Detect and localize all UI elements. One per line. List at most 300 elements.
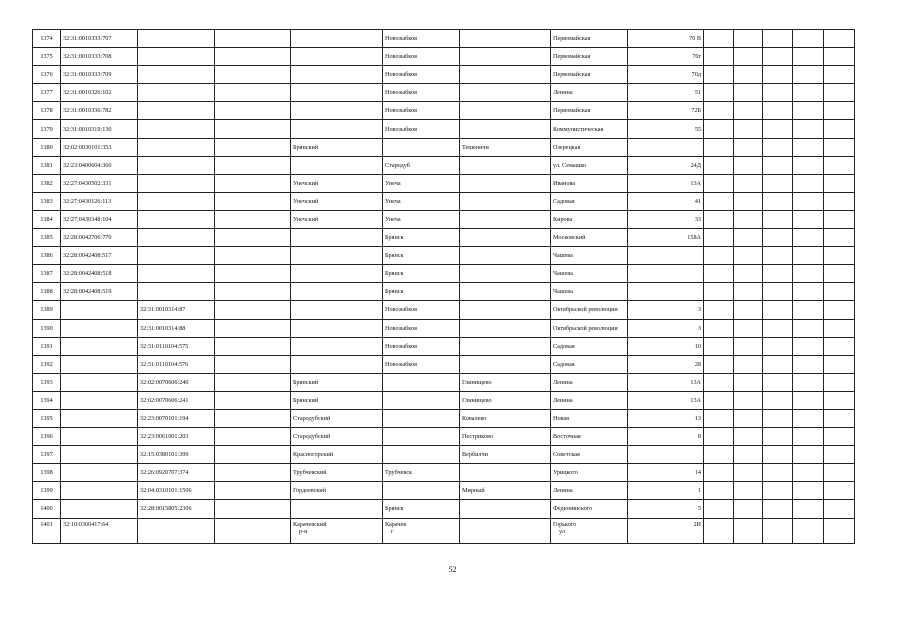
extra-cell-1 xyxy=(704,301,734,319)
extra-cell-3 xyxy=(763,66,793,84)
cadastral-number-cell xyxy=(61,210,138,228)
street-cell xyxy=(551,120,628,138)
extra-cell-4 xyxy=(793,156,824,174)
empty-cell xyxy=(215,247,291,265)
extra-cell-2 xyxy=(734,138,763,156)
city-text: Новозыбков xyxy=(385,35,417,43)
city-text: Брянск xyxy=(385,252,404,260)
house-cell xyxy=(628,156,704,174)
district-text: Унечский xyxy=(293,215,319,223)
row-number-cell xyxy=(33,247,61,265)
extra-cell-4 xyxy=(793,48,824,66)
empty-cell xyxy=(215,518,291,543)
settlement-cell xyxy=(460,138,551,156)
street-text: Октябрьской революции xyxy=(553,324,618,332)
table-row xyxy=(33,301,855,319)
cadastral-number-cell xyxy=(61,174,138,192)
street-text: Ленина xyxy=(553,487,573,495)
table-row xyxy=(33,120,855,138)
row-number-cell xyxy=(33,409,61,427)
house-text: 70г xyxy=(692,53,701,61)
table-row xyxy=(33,482,855,500)
extra-cell-2 xyxy=(734,156,763,174)
table-row xyxy=(33,391,855,409)
extra-cell-5 xyxy=(824,319,855,337)
settlement-cell xyxy=(460,102,551,120)
district-cell xyxy=(291,174,383,192)
cadastral-number-alt-cell xyxy=(138,48,215,66)
extra-cell-5 xyxy=(824,247,855,265)
city-cell xyxy=(383,265,460,283)
table-row xyxy=(33,156,855,174)
street-cell xyxy=(551,301,628,319)
extra-cell-4 xyxy=(793,229,824,247)
street-text: Советская xyxy=(553,451,580,459)
row-number-cell xyxy=(33,120,61,138)
city-cell xyxy=(383,102,460,120)
house-text: 13А xyxy=(690,378,701,386)
house-text: 33 xyxy=(694,215,701,223)
row-number-text: 1394 xyxy=(40,396,53,404)
street-text: Федюнинского xyxy=(553,505,593,513)
extra-cell-1 xyxy=(704,283,734,301)
house-text: 5 xyxy=(697,505,701,513)
cadastral-number-text: 32:28:0042408:519 xyxy=(63,288,112,296)
extra-cell-1 xyxy=(704,102,734,120)
street-text: Кирова xyxy=(553,215,573,223)
cadastral-number-cell xyxy=(61,319,138,337)
district-text: Унечский xyxy=(293,197,319,205)
row-number-text: 1382 xyxy=(40,179,53,187)
empty-cell xyxy=(215,373,291,391)
table-row xyxy=(33,283,855,301)
extra-cell-3 xyxy=(763,482,793,500)
city-text: Карачев xyxy=(385,520,407,528)
settlement-text: Глинищево xyxy=(462,378,492,386)
cadastral-number-alt-text: 32:02:0070606:240 xyxy=(140,378,189,386)
district-cell xyxy=(291,319,383,337)
extra-cell-5 xyxy=(824,120,855,138)
extra-cell-2 xyxy=(734,464,763,482)
house-text: 3 xyxy=(697,324,701,332)
empty-cell xyxy=(215,446,291,464)
street-cell xyxy=(551,192,628,210)
row-number-text: 1384 xyxy=(40,215,53,223)
row-number-text: 1399 xyxy=(40,487,53,495)
extra-cell-3 xyxy=(763,247,793,265)
cadastral-number-cell xyxy=(61,192,138,210)
house-cell xyxy=(628,174,704,192)
extra-cell-1 xyxy=(704,120,734,138)
row-number-cell xyxy=(33,500,61,518)
table-row xyxy=(33,247,855,265)
empty-cell xyxy=(215,355,291,373)
street-cell xyxy=(551,482,628,500)
house-cell xyxy=(628,319,704,337)
district-cell xyxy=(291,247,383,265)
house-text: 3 xyxy=(697,306,701,314)
house-cell xyxy=(628,138,704,156)
street-text: Ленина xyxy=(553,396,573,404)
district-cell xyxy=(291,192,383,210)
house-cell xyxy=(628,428,704,446)
city-text: Унеча xyxy=(385,197,401,205)
extra-cell-1 xyxy=(704,192,734,210)
district-text: Брянский xyxy=(293,143,319,151)
settlement-cell xyxy=(460,229,551,247)
extra-cell-1 xyxy=(704,482,734,500)
district-cell xyxy=(291,500,383,518)
settlement-cell xyxy=(460,192,551,210)
extra-cell-4 xyxy=(793,66,824,84)
cadastral-number-cell xyxy=(61,84,138,102)
house-cell xyxy=(628,102,704,120)
row-number-cell xyxy=(33,337,61,355)
house-cell xyxy=(628,464,704,482)
cadastral-number-cell xyxy=(61,247,138,265)
extra-cell-5 xyxy=(824,48,855,66)
cadastral-number-text: 32:10:0360417:64 xyxy=(63,520,109,528)
extra-cell-4 xyxy=(793,30,824,48)
extra-cell-3 xyxy=(763,229,793,247)
house-cell xyxy=(628,373,704,391)
row-number-text: 1385 xyxy=(40,234,53,242)
street-text: Московский xyxy=(553,234,586,242)
cadastral-number-alt-cell xyxy=(138,156,215,174)
row-number-text: 1396 xyxy=(40,433,53,441)
extra-cell-5 xyxy=(824,283,855,301)
empty-cell xyxy=(215,48,291,66)
house-cell xyxy=(628,229,704,247)
house-cell xyxy=(628,446,704,464)
empty-cell xyxy=(215,156,291,174)
extra-cell-5 xyxy=(824,229,855,247)
cadastral-number-text: 32:27:0430502:331 xyxy=(63,179,112,187)
extra-cell-3 xyxy=(763,192,793,210)
cadastral-number-text: 32:31:0010326:102 xyxy=(63,89,112,97)
house-cell xyxy=(628,391,704,409)
table-row xyxy=(33,138,855,156)
row-number-text: 1381 xyxy=(40,161,53,169)
settlement-cell xyxy=(460,283,551,301)
cadastral-number-alt-cell xyxy=(138,482,215,500)
settlement-cell xyxy=(460,355,551,373)
district-cell xyxy=(291,446,383,464)
settlement-text: Глинищево xyxy=(462,396,492,404)
extra-cell-1 xyxy=(704,500,734,518)
empty-cell xyxy=(215,409,291,427)
row-number-text: 1374 xyxy=(40,35,53,43)
table-row xyxy=(33,319,855,337)
cadastral-number-cell xyxy=(61,138,138,156)
extra-cell-4 xyxy=(793,102,824,120)
settlement-cell xyxy=(460,48,551,66)
row-number-cell xyxy=(33,156,61,174)
row-number-text: 1389 xyxy=(40,306,53,314)
extra-cell-2 xyxy=(734,355,763,373)
city-text: Унеча xyxy=(385,179,401,187)
district-cell xyxy=(291,518,383,543)
row-number-cell xyxy=(33,30,61,48)
extra-cell-4 xyxy=(793,283,824,301)
row-number-cell xyxy=(33,66,61,84)
empty-cell xyxy=(215,30,291,48)
extra-cell-2 xyxy=(734,373,763,391)
row-number-cell xyxy=(33,265,61,283)
cadastral-number-alt-cell xyxy=(138,120,215,138)
extra-cell-4 xyxy=(793,247,824,265)
district-cell xyxy=(291,428,383,446)
table-row xyxy=(33,174,855,192)
street-text: Новая xyxy=(553,415,569,423)
cadastral-number-cell xyxy=(61,518,138,543)
house-text: 70 В xyxy=(689,35,701,43)
street-cell xyxy=(551,265,628,283)
extra-cell-2 xyxy=(734,283,763,301)
cadastral-number-alt-cell xyxy=(138,500,215,518)
empty-cell xyxy=(215,210,291,228)
row-number-text: 1387 xyxy=(40,270,53,278)
extra-cell-2 xyxy=(734,446,763,464)
house-text: 41 xyxy=(694,197,701,205)
house-text: 13 xyxy=(694,415,701,423)
extra-cell-1 xyxy=(704,48,734,66)
cadastral-number-alt-text: 32:04:0310101:1506 xyxy=(140,487,192,495)
house-cell xyxy=(628,66,704,84)
district-text: Брянский xyxy=(293,378,319,386)
house-cell xyxy=(628,337,704,355)
extra-cell-2 xyxy=(734,229,763,247)
city-text: Новозыбков xyxy=(385,107,417,115)
house-cell xyxy=(628,192,704,210)
extra-cell-5 xyxy=(824,265,855,283)
district-cell xyxy=(291,391,383,409)
settlement-cell xyxy=(460,30,551,48)
house-cell xyxy=(628,301,704,319)
district-text: Стародубский xyxy=(293,415,331,423)
row-number-cell xyxy=(33,174,61,192)
extra-cell-5 xyxy=(824,355,855,373)
row-number-cell xyxy=(33,192,61,210)
table-row xyxy=(33,446,855,464)
row-number-text: 1400 xyxy=(40,505,53,513)
table-row xyxy=(33,500,855,518)
city-text: Брянск xyxy=(385,234,404,242)
city-cell xyxy=(383,174,460,192)
district-cell xyxy=(291,283,383,301)
table-row xyxy=(33,355,855,373)
house-text: 2И xyxy=(693,520,701,528)
district-text: Карачевский xyxy=(293,520,327,528)
cadastral-number-text: 32:31:0010336:782 xyxy=(63,107,112,115)
extra-cell-3 xyxy=(763,409,793,427)
cadastral-number-alt-cell xyxy=(138,138,215,156)
objects-table xyxy=(32,29,855,544)
settlement-cell xyxy=(460,174,551,192)
cadastral-number-alt-text: 32:31:0010314:87 xyxy=(140,306,186,314)
street-cell xyxy=(551,174,628,192)
row-number-cell xyxy=(33,428,61,446)
district-cell xyxy=(291,210,383,228)
row-number-text: 1378 xyxy=(40,107,53,115)
street-cell xyxy=(551,428,628,446)
house-cell xyxy=(628,247,704,265)
district-cell xyxy=(291,464,383,482)
row-number-cell xyxy=(33,518,61,543)
extra-cell-4 xyxy=(793,120,824,138)
cadastral-number-cell xyxy=(61,48,138,66)
house-cell xyxy=(628,265,704,283)
city-text: Новозыбков xyxy=(385,342,417,350)
street-text: Октябрьской революции xyxy=(553,306,618,314)
settlement-cell xyxy=(460,337,551,355)
row-number-text: 1395 xyxy=(40,415,53,423)
table-row xyxy=(33,48,855,66)
extra-cell-3 xyxy=(763,464,793,482)
row-number-cell xyxy=(33,446,61,464)
city-cell xyxy=(383,464,460,482)
table-row xyxy=(33,229,855,247)
extra-cell-1 xyxy=(704,265,734,283)
street-text: Горького xyxy=(553,520,577,528)
extra-cell-4 xyxy=(793,138,824,156)
street-cell xyxy=(551,156,628,174)
city-text: Новозыбков xyxy=(385,71,417,79)
extra-cell-4 xyxy=(793,391,824,409)
city-text: Новозыбков xyxy=(385,53,417,61)
extra-cell-1 xyxy=(704,30,734,48)
page-number: 52 xyxy=(448,565,457,574)
row-number-cell xyxy=(33,301,61,319)
extra-cell-4 xyxy=(793,355,824,373)
extra-cell-5 xyxy=(824,428,855,446)
cadastral-number-alt-text: 32:26:0920707:374 xyxy=(140,469,189,477)
table-row xyxy=(33,464,855,482)
cadastral-number-alt-cell xyxy=(138,373,215,391)
settlement-cell xyxy=(460,301,551,319)
settlement-cell xyxy=(460,373,551,391)
settlement-cell xyxy=(460,446,551,464)
row-number-text: 1397 xyxy=(40,451,53,459)
cadastral-number-cell xyxy=(61,30,138,48)
cadastral-number-alt-cell xyxy=(138,337,215,355)
city-cell xyxy=(383,138,460,156)
extra-cell-3 xyxy=(763,210,793,228)
street-cell xyxy=(551,247,628,265)
extra-cell-3 xyxy=(763,138,793,156)
cadastral-number-alt-text: 32:02:0070606:241 xyxy=(140,396,189,404)
cadastral-number-cell xyxy=(61,446,138,464)
cadastral-number-alt-cell xyxy=(138,518,215,543)
cadastral-number-cell xyxy=(61,265,138,283)
district-cell xyxy=(291,102,383,120)
extra-cell-1 xyxy=(704,446,734,464)
house-cell xyxy=(628,48,704,66)
extra-cell-1 xyxy=(704,174,734,192)
district-cell xyxy=(291,66,383,84)
extra-cell-3 xyxy=(763,301,793,319)
extra-cell-2 xyxy=(734,428,763,446)
empty-cell xyxy=(215,482,291,500)
district-cell xyxy=(291,48,383,66)
street-cell xyxy=(551,518,628,543)
cadastral-number-text: 32:28:0042408:517 xyxy=(63,252,112,260)
empty-cell xyxy=(215,428,291,446)
city-cell xyxy=(383,48,460,66)
extra-cell-5 xyxy=(824,464,855,482)
settlement-cell xyxy=(460,319,551,337)
extra-cell-2 xyxy=(734,210,763,228)
city-text: Унеча xyxy=(385,215,401,223)
city-text: Новозыбков xyxy=(385,360,417,368)
extra-cell-1 xyxy=(704,391,734,409)
extra-cell-2 xyxy=(734,48,763,66)
house-text: 1 xyxy=(697,487,701,495)
row-number-text: 1376 xyxy=(40,71,53,79)
extra-cell-5 xyxy=(824,66,855,84)
city-cell xyxy=(383,518,460,543)
extra-cell-4 xyxy=(793,446,824,464)
cadastral-number-cell xyxy=(61,464,138,482)
cadastral-number-text: 32:02:0030101:353 xyxy=(63,143,112,151)
house-text: 13А xyxy=(690,179,701,187)
extra-cell-3 xyxy=(763,446,793,464)
extra-cell-5 xyxy=(824,337,855,355)
settlement-text: Пестриково xyxy=(462,433,494,441)
city-cell xyxy=(383,482,460,500)
extra-cell-4 xyxy=(793,301,824,319)
extra-cell-5 xyxy=(824,174,855,192)
extra-cell-2 xyxy=(734,482,763,500)
extra-cell-5 xyxy=(824,500,855,518)
cadastral-number-alt-cell xyxy=(138,409,215,427)
row-number-cell xyxy=(33,373,61,391)
cadastral-number-cell xyxy=(61,156,138,174)
table-row xyxy=(33,373,855,391)
row-number-cell xyxy=(33,391,61,409)
cadastral-number-cell xyxy=(61,500,138,518)
extra-cell-3 xyxy=(763,102,793,120)
cadastral-number-alt-cell xyxy=(138,192,215,210)
extra-cell-4 xyxy=(793,482,824,500)
house-text: 51 xyxy=(694,89,701,97)
extra-cell-5 xyxy=(824,391,855,409)
city-text: Брянск xyxy=(385,505,404,513)
district-cell xyxy=(291,301,383,319)
extra-cell-2 xyxy=(734,66,763,84)
extra-cell-5 xyxy=(824,301,855,319)
empty-cell xyxy=(215,192,291,210)
district-text: Брянский xyxy=(293,396,319,404)
extra-cell-2 xyxy=(734,518,763,543)
extra-cell-1 xyxy=(704,464,734,482)
cadastral-number-alt-cell xyxy=(138,174,215,192)
city-cell xyxy=(383,192,460,210)
street-cell xyxy=(551,337,628,355)
cadastral-number-alt-cell xyxy=(138,283,215,301)
empty-cell xyxy=(215,283,291,301)
street-text: Озерецкая xyxy=(553,143,581,151)
city-text: Новозыбков xyxy=(385,89,417,97)
city-cell xyxy=(383,428,460,446)
street-cell xyxy=(551,30,628,48)
district-cell xyxy=(291,229,383,247)
table-row xyxy=(33,102,855,120)
district-cell xyxy=(291,265,383,283)
cadastral-number-text: 32:27:0430126:113 xyxy=(63,197,112,205)
city-cell xyxy=(383,319,460,337)
row-number-text: 1391 xyxy=(40,342,53,350)
